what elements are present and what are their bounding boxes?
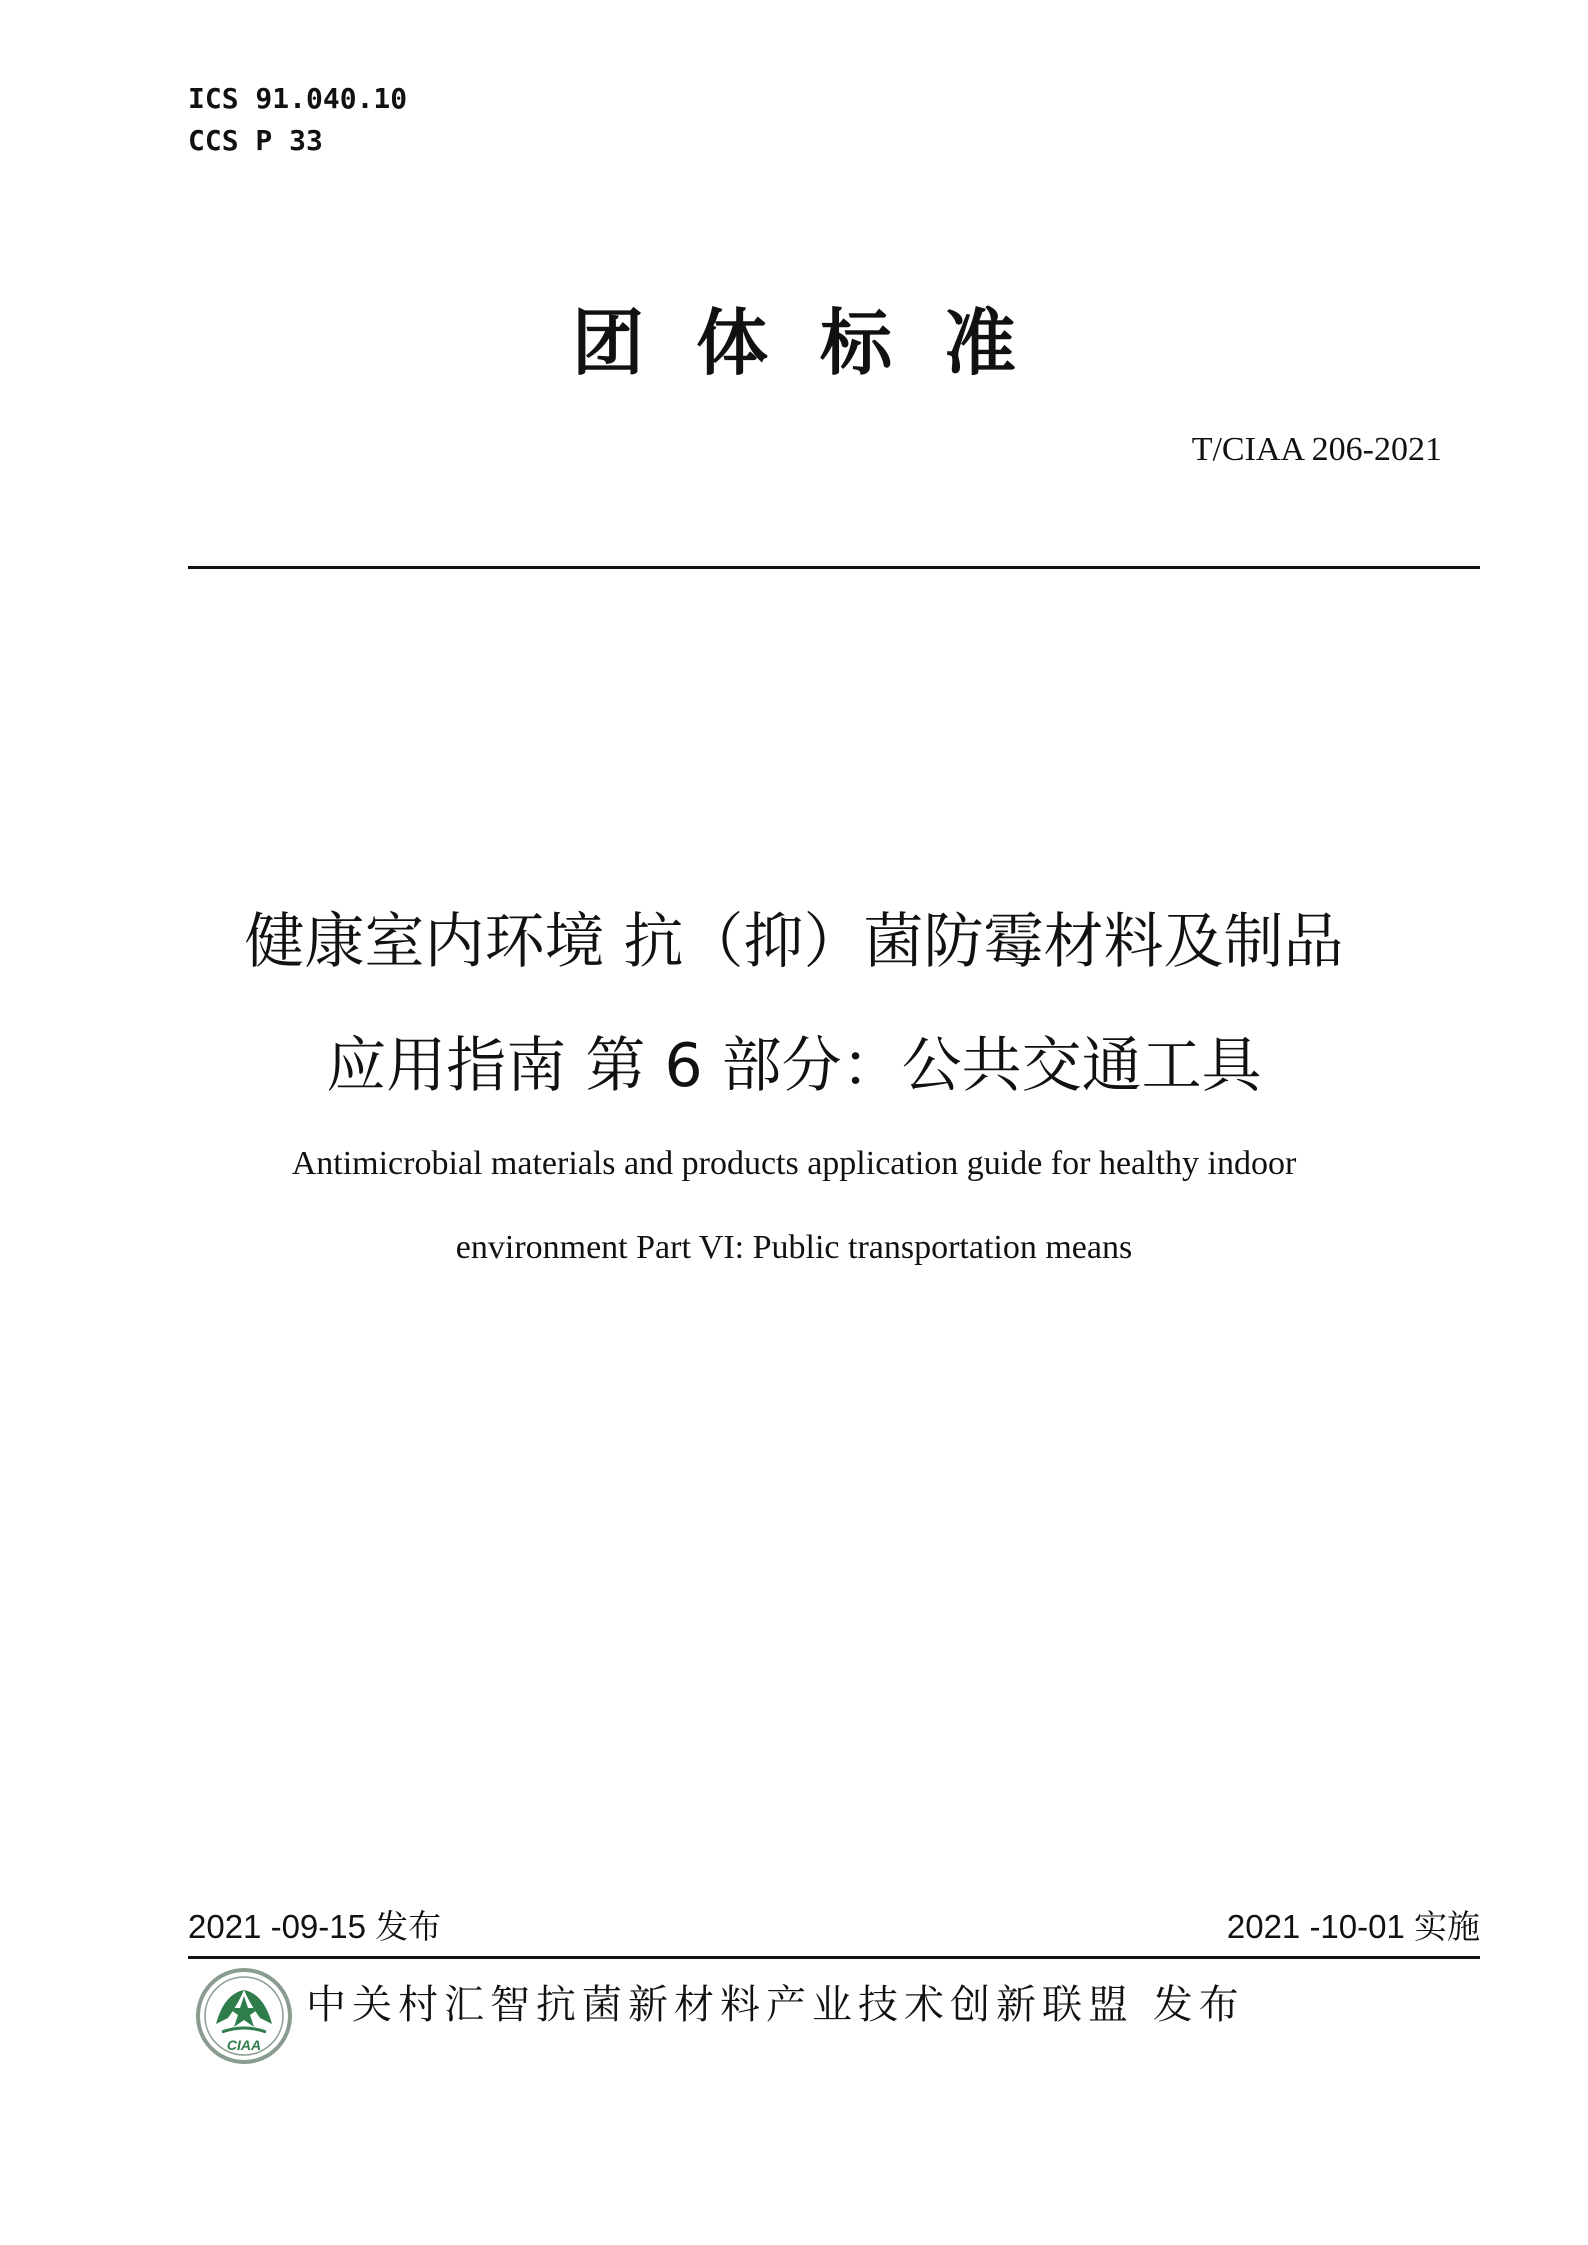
ccs-code: CCS P 33 xyxy=(188,124,323,157)
issue-date: 2021 -09-15 发布 xyxy=(188,1908,442,1945)
english-title-line-1: Antimicrobial materials and products application guide for healthy indoor xyxy=(291,1145,1297,1182)
header-divider xyxy=(188,566,1480,569)
standard-number: T/CIAA 206-2021 xyxy=(1191,431,1442,468)
english-title xyxy=(0,1122,1588,1290)
publisher-line: 中关村汇智抗菌新材料产业技术创新联盟 发布 xyxy=(306,1982,1245,2028)
chinese-title xyxy=(0,880,1588,1128)
chinese-title-line-1: 健康室内环境 抗（抑）菌防霉材料及制品 xyxy=(244,907,1344,977)
logo-text: CIAA xyxy=(226,2037,262,2053)
footer-divider xyxy=(188,1956,1480,1959)
english-title-line-2: environment Part VI: Public transportation means xyxy=(455,1229,1133,1266)
classification-codes xyxy=(188,78,407,162)
ics-code: ICS 91.040.10 xyxy=(188,82,408,115)
chinese-title-line-2: 应用指南 第 6 部分：公共交通工具 xyxy=(326,1031,1262,1101)
ciaa-logo-icon xyxy=(194,1966,294,2066)
standard-type-heading: 团体标准 xyxy=(571,301,1068,385)
implementation-date: 2021 -10-01 实施 xyxy=(1226,1908,1480,1945)
